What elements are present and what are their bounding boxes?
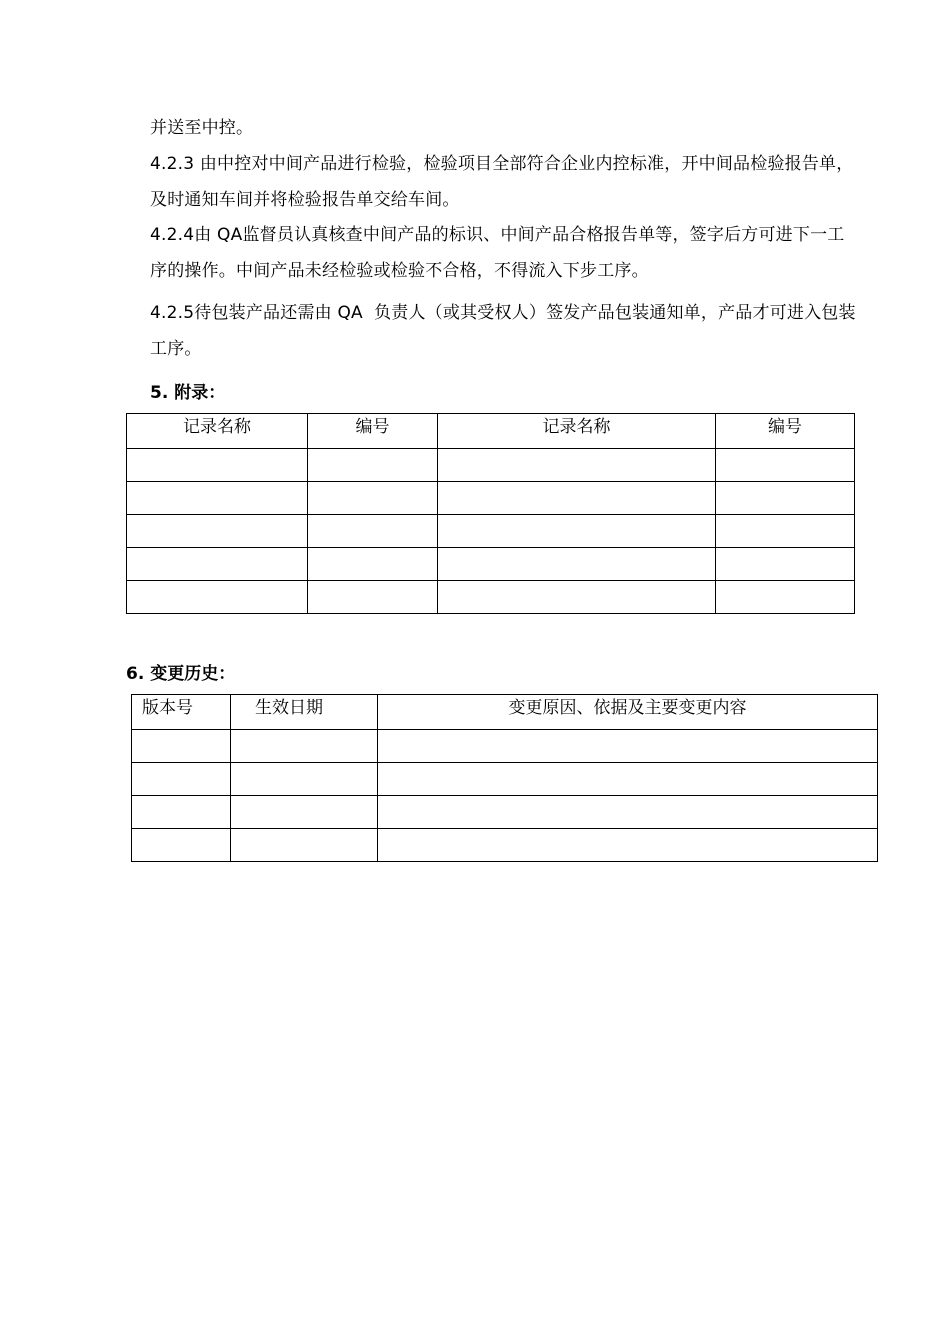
table-cell [716,548,855,581]
appendix-col-number-2: 编号 [716,414,855,449]
table-cell [132,829,231,862]
table-row [132,796,878,829]
table-cell [308,482,438,515]
table-cell [132,796,231,829]
table-cell [716,515,855,548]
table-cell [231,730,378,763]
appendix-col-number: 编号 [308,414,438,449]
table-cell [438,581,716,614]
appendix-table [126,413,855,614]
table-cell [127,581,308,614]
table-cell [127,548,308,581]
table-cell [127,482,308,515]
table-row [127,581,855,614]
table-cell [438,515,716,548]
table-cell [378,730,878,763]
table-cell [716,482,855,515]
table-row [132,829,878,862]
table-cell [308,581,438,614]
table-cell [378,829,878,862]
history-col-change-content: 变更原因、依据及主要变更内容 [378,695,878,730]
table-cell [231,763,378,796]
appendix-heading: 5. 附录： [150,383,226,403]
table-cell [127,449,308,482]
table-cell [438,482,716,515]
table-row [132,730,878,763]
table-cell [231,796,378,829]
table-row [127,482,855,515]
paragraph-4-2-3: 4.2.3 由中控对中间产品进行检验，检验项目全部符合企业内控标准，开中间品检验报告单，及时通知车间并将检验报告单交给车间。 [150,154,854,210]
appendix-col-record-name-2: 记录名称 [438,414,716,449]
change-history-heading: 6. 变更历史： [126,664,236,684]
table-cell [716,449,855,482]
history-col-version: 版本号 [132,695,231,730]
history-col-effective-date: 生效日期 [231,695,378,730]
table-cell [132,763,231,796]
table-row [127,449,855,482]
paragraph-4-2-4: 4.2.4由 QA监督员认真核查中间产品的标识、中间产品合格报告单等，签字后方可进下一工序的操作。中间产品未经检验或检验不合格，不得流入下步工序。 [150,225,845,281]
table-row [127,515,855,548]
paragraph-continuation: 并送至中控。 [150,118,254,138]
table-cell [438,548,716,581]
table-row [132,763,878,796]
table-row [127,548,855,581]
appendix-col-record-name: 记录名称 [127,414,308,449]
table-cell [438,449,716,482]
table-cell [231,829,378,862]
table-cell [308,515,438,548]
table-cell [308,449,438,482]
paragraph-4-2-5: 4.2.5待包装产品还需由 QA 负责人（或其受权人）签发产品包装通知单，产品才可进入包装工序。 [150,303,856,359]
appendix-header-row [127,414,855,449]
table-cell [378,796,878,829]
table-cell [716,581,855,614]
history-header-row [132,695,878,730]
table-cell [127,515,308,548]
change-history-table [131,694,878,862]
table-cell [132,730,231,763]
table-cell [308,548,438,581]
table-cell [378,763,878,796]
